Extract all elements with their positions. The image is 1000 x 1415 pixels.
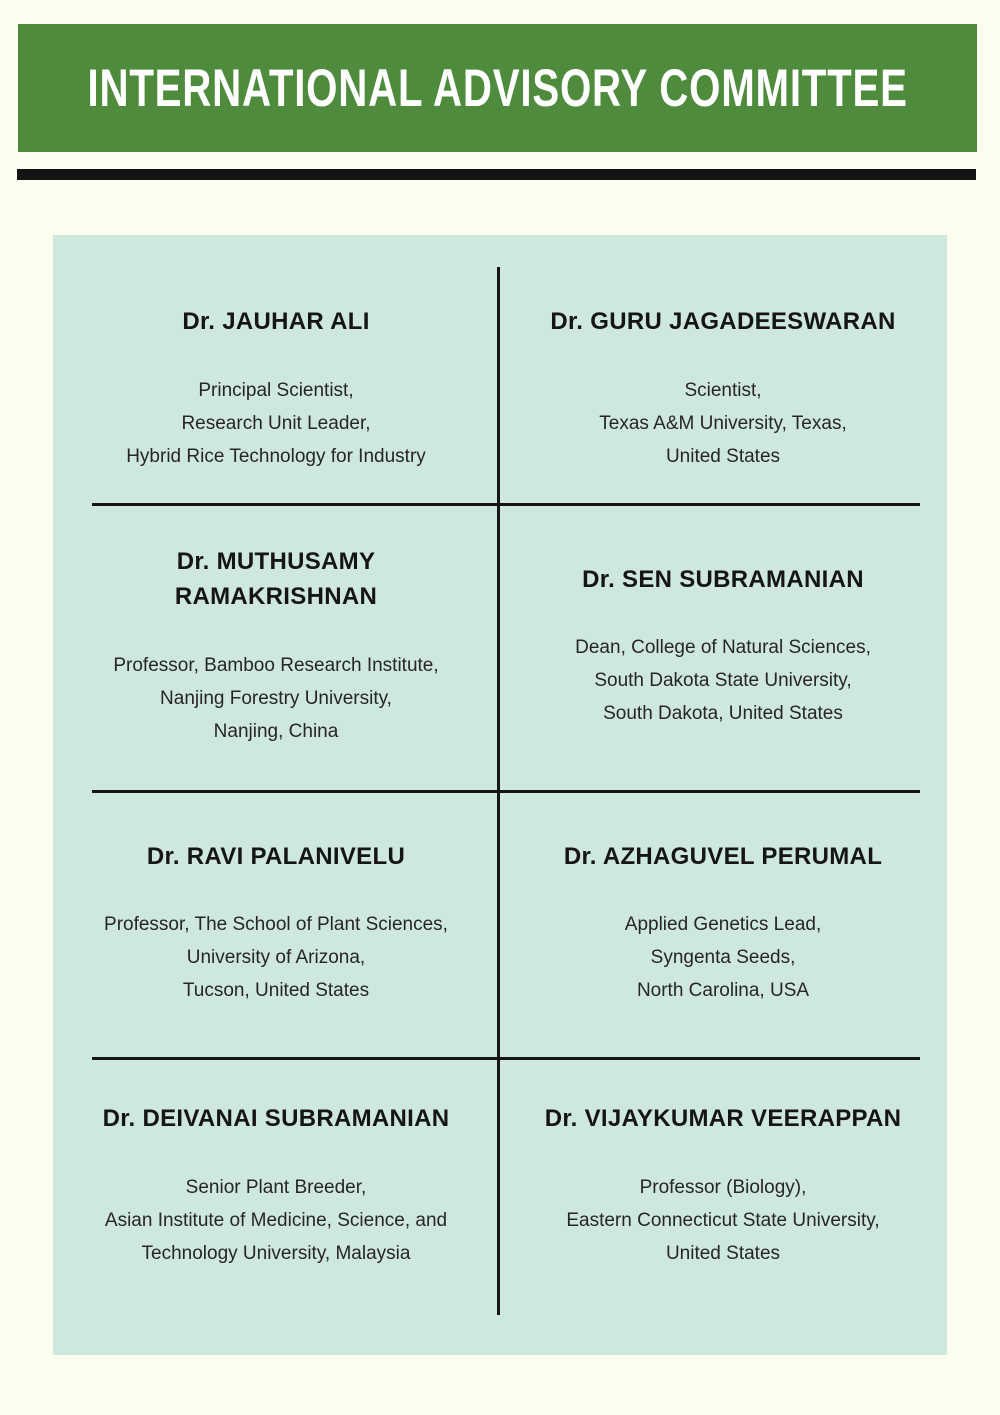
- member-detail-line: Dean, College of Natural Sciences,: [575, 637, 871, 659]
- member-detail-line: Professor, The School of Plant Sciences,: [104, 914, 448, 936]
- header-banner: [18, 24, 977, 152]
- header-divider-bar: [17, 169, 976, 180]
- member-details: [126, 374, 426, 473]
- member-details: [599, 374, 846, 473]
- member-detail-line: Senior Plant Breeder,: [185, 1176, 367, 1198]
- member-name: Dr. RAVI PALANIVELU: [146, 842, 406, 870]
- member-detail-line: Texas A&M University, Texas,: [599, 412, 847, 434]
- member-detail-line: Syngenta Seeds,: [650, 947, 796, 969]
- member-card: [53, 503, 499, 790]
- member-detail-line: Nanjing, China: [213, 720, 339, 742]
- member-detail-line: South Dakota, United States: [603, 703, 843, 725]
- member-detail-line: Nanjing Forestry University,: [160, 687, 392, 709]
- member-detail-line: Scientist,: [684, 379, 762, 401]
- member-card: [53, 790, 499, 1057]
- member-name: Dr. JAUHAR ALI: [182, 308, 370, 336]
- member-card: [499, 790, 947, 1057]
- member-details: [575, 631, 871, 730]
- members-grid: [53, 235, 947, 1355]
- member-card: [499, 235, 947, 503]
- member-name: Dr. VIJAYKUMAR VEERAPPAN: [544, 1105, 902, 1133]
- member-detail-line: United States: [665, 445, 781, 467]
- member-card: [499, 503, 947, 790]
- member-card: [53, 235, 499, 503]
- member-detail-line: United States: [665, 1242, 781, 1264]
- member-card: [499, 1057, 947, 1315]
- member-name: Dr. AZHAGUVEL PERUMAL: [563, 842, 883, 870]
- member-details: [104, 908, 448, 1007]
- member-details: [105, 1171, 447, 1270]
- member-details: [625, 908, 821, 1007]
- member-detail-line: Professor (Biology),: [639, 1176, 807, 1198]
- member-detail-line: Research Unit Leader,: [181, 412, 371, 434]
- member-detail-line: South Dakota State University,: [594, 670, 852, 692]
- member-detail-line: North Carolina, USA: [636, 980, 810, 1002]
- member-name: Dr. DEIVANAI SUBRAMANIAN: [102, 1105, 450, 1133]
- member-details: [113, 649, 438, 748]
- page-title: INTERNATIONAL ADVISORY COMMITTEE: [87, 58, 908, 118]
- member-detail-line: Professor, Bamboo Research Institute,: [113, 654, 439, 676]
- member-detail-line: Hybrid Rice Technology for Industry: [126, 445, 426, 467]
- member-name: Dr. GURU JAGADEESWARAN: [550, 308, 896, 336]
- member-card: [53, 1057, 499, 1315]
- member-name: Dr. SEN SUBRAMANIAN: [582, 565, 864, 593]
- member-detail-line: Tucson, United States: [182, 980, 370, 1002]
- member-details: [566, 1171, 879, 1270]
- member-name: Dr. MUTHUSAMY RAMAKRISHNAN: [174, 548, 378, 610]
- member-detail-line: Eastern Connecticut State University,: [566, 1209, 880, 1231]
- member-detail-line: Applied Genetics Lead,: [624, 914, 822, 936]
- member-detail-line: University of Arizona,: [186, 947, 366, 969]
- committee-panel: [53, 235, 947, 1355]
- member-detail-line: Principal Scientist,: [198, 379, 354, 401]
- member-detail-line: Technology University, Malaysia: [141, 1242, 411, 1264]
- member-detail-line: Asian Institute of Medicine, Science, and: [104, 1209, 448, 1231]
